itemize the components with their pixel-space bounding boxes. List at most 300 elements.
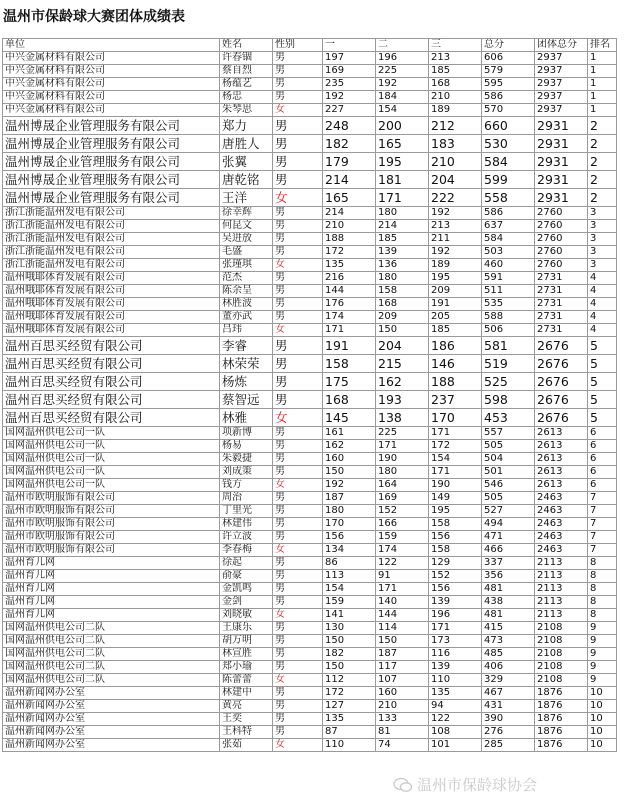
unit-cell: 国网温州供电公司一队 bbox=[3, 427, 220, 440]
name-cell: 蔡智远 bbox=[220, 391, 273, 409]
game1-cell: 87 bbox=[323, 726, 376, 739]
table-row bbox=[3, 246, 617, 259]
table-row bbox=[3, 674, 617, 687]
total-cell: 438 bbox=[482, 596, 535, 609]
results-table bbox=[2, 38, 617, 752]
gender-cell: 男 bbox=[273, 91, 323, 104]
unit-cell: 温州新闻网办公室 bbox=[3, 726, 220, 739]
game2-cell: 139 bbox=[376, 246, 429, 259]
game2-cell: 133 bbox=[376, 713, 429, 726]
table-row bbox=[3, 78, 617, 91]
gender-cell: 女 bbox=[273, 324, 323, 337]
game1-cell: 160 bbox=[323, 453, 376, 466]
table-row bbox=[3, 373, 617, 391]
unit-cell: 中兴金属材料有限公司 bbox=[3, 78, 220, 91]
gender-cell: 男 bbox=[273, 648, 323, 661]
gender-cell: 男 bbox=[273, 661, 323, 674]
name-cell: 朱琴思 bbox=[220, 104, 273, 117]
total-cell: 471 bbox=[482, 531, 535, 544]
game2-cell: 200 bbox=[376, 117, 429, 135]
game2-cell: 225 bbox=[376, 65, 429, 78]
column-header: 团体总分 bbox=[535, 39, 588, 52]
team-total-cell: 2931 bbox=[535, 153, 588, 171]
unit-cell: 国网温州供电公司一队 bbox=[3, 453, 220, 466]
game2-cell: 214 bbox=[376, 220, 429, 233]
name-cell: 唐胜人 bbox=[220, 135, 273, 153]
team-total-cell: 2931 bbox=[535, 171, 588, 189]
rank-cell: 8 bbox=[588, 596, 617, 609]
gender-cell: 男 bbox=[273, 117, 323, 135]
game2-cell: 168 bbox=[376, 298, 429, 311]
name-cell: 陈余呈 bbox=[220, 285, 273, 298]
rank-cell: 9 bbox=[588, 674, 617, 687]
gender-cell: 男 bbox=[273, 207, 323, 220]
game2-cell: 150 bbox=[376, 324, 429, 337]
gender-cell: 男 bbox=[273, 713, 323, 726]
gender-cell: 女 bbox=[273, 544, 323, 557]
rank-cell: 10 bbox=[588, 739, 617, 752]
game2-cell: 204 bbox=[376, 337, 429, 355]
game3-cell: 122 bbox=[429, 713, 482, 726]
game2-cell: 171 bbox=[376, 440, 429, 453]
game2-cell: 166 bbox=[376, 518, 429, 531]
name-cell: 林宣胜 bbox=[220, 648, 273, 661]
team-total-cell: 2613 bbox=[535, 440, 588, 453]
game1-cell: 168 bbox=[323, 391, 376, 409]
name-cell: 吕玮 bbox=[220, 324, 273, 337]
unit-cell: 中兴金属材料有限公司 bbox=[3, 65, 220, 78]
name-cell: 项新博 bbox=[220, 427, 273, 440]
gender-cell: 男 bbox=[273, 687, 323, 700]
table-row bbox=[3, 311, 617, 324]
total-cell: 598 bbox=[482, 391, 535, 409]
unit-cell: 浙江浙能温州发电有限公司 bbox=[3, 220, 220, 233]
team-total-cell: 2731 bbox=[535, 311, 588, 324]
game2-cell: 185 bbox=[376, 233, 429, 246]
name-cell: 杨忠 bbox=[220, 91, 273, 104]
gender-cell: 男 bbox=[273, 635, 323, 648]
name-cell: 王奕 bbox=[220, 713, 273, 726]
game1-cell: 169 bbox=[323, 65, 376, 78]
game2-cell: 180 bbox=[376, 272, 429, 285]
table-row bbox=[3, 153, 617, 171]
gender-cell: 男 bbox=[273, 440, 323, 453]
rank-cell: 2 bbox=[588, 189, 617, 207]
team-total-cell: 2760 bbox=[535, 246, 588, 259]
rank-cell: 6 bbox=[588, 479, 617, 492]
game2-cell: 138 bbox=[376, 409, 429, 427]
unit-cell: 中兴金属材料有限公司 bbox=[3, 52, 220, 65]
table-row bbox=[3, 661, 617, 674]
game3-cell: 183 bbox=[429, 135, 482, 153]
rank-cell: 8 bbox=[588, 557, 617, 570]
game2-cell: 117 bbox=[376, 661, 429, 674]
gender-cell: 男 bbox=[273, 135, 323, 153]
unit-cell: 温州博晟企业管理服务有限公司 bbox=[3, 189, 220, 207]
name-cell: 吴进放 bbox=[220, 233, 273, 246]
game3-cell: 191 bbox=[429, 298, 482, 311]
unit-cell: 温州博晟企业管理服务有限公司 bbox=[3, 117, 220, 135]
game3-cell: 135 bbox=[429, 687, 482, 700]
unit-cell: 温州育儿网 bbox=[3, 596, 220, 609]
total-cell: 584 bbox=[482, 153, 535, 171]
page-title: 温州市保龄球大赛团体成绩表 bbox=[3, 9, 185, 25]
game1-cell: 197 bbox=[323, 52, 376, 65]
rank-cell: 4 bbox=[588, 285, 617, 298]
gender-cell: 男 bbox=[273, 233, 323, 246]
game3-cell: 172 bbox=[429, 440, 482, 453]
table-row bbox=[3, 687, 617, 700]
game1-cell: 112 bbox=[323, 674, 376, 687]
gender-cell: 男 bbox=[273, 453, 323, 466]
rank-cell: 7 bbox=[588, 492, 617, 505]
game3-cell: 210 bbox=[429, 91, 482, 104]
table-row bbox=[3, 65, 617, 78]
unit-cell: 温州市欧明服饰有限公司 bbox=[3, 544, 220, 557]
game3-cell: 146 bbox=[429, 355, 482, 373]
game2-cell: 174 bbox=[376, 544, 429, 557]
game3-cell: 116 bbox=[429, 648, 482, 661]
total-cell: 453 bbox=[482, 409, 535, 427]
game3-cell: 139 bbox=[429, 661, 482, 674]
game1-cell: 216 bbox=[323, 272, 376, 285]
unit-cell: 温州育儿网 bbox=[3, 570, 220, 583]
game3-cell: 154 bbox=[429, 453, 482, 466]
game2-cell: 210 bbox=[376, 700, 429, 713]
table-row bbox=[3, 117, 617, 135]
game1-cell: 176 bbox=[323, 298, 376, 311]
rank-cell: 5 bbox=[588, 373, 617, 391]
rank-cell: 5 bbox=[588, 409, 617, 427]
gender-cell: 女 bbox=[273, 739, 323, 752]
game3-cell: 192 bbox=[429, 207, 482, 220]
game2-cell: 184 bbox=[376, 91, 429, 104]
game1-cell: 175 bbox=[323, 373, 376, 391]
table-row bbox=[3, 453, 617, 466]
game2-cell: 225 bbox=[376, 427, 429, 440]
table-row bbox=[3, 479, 617, 492]
total-cell: 505 bbox=[482, 492, 535, 505]
unit-cell: 国网温州供电公司二队 bbox=[3, 661, 220, 674]
unit-cell: 国网温州供电公司二队 bbox=[3, 674, 220, 687]
game3-cell: 173 bbox=[429, 635, 482, 648]
total-cell: 581 bbox=[482, 337, 535, 355]
total-cell: 285 bbox=[482, 739, 535, 752]
gender-cell: 男 bbox=[273, 391, 323, 409]
total-cell: 660 bbox=[482, 117, 535, 135]
game2-cell: 193 bbox=[376, 391, 429, 409]
gender-cell: 女 bbox=[273, 674, 323, 687]
game2-cell: 187 bbox=[376, 648, 429, 661]
gender-cell: 女 bbox=[273, 609, 323, 622]
rank-cell: 9 bbox=[588, 661, 617, 674]
gender-cell: 男 bbox=[273, 596, 323, 609]
total-cell: 557 bbox=[482, 427, 535, 440]
total-cell: 586 bbox=[482, 207, 535, 220]
game2-cell: 144 bbox=[376, 609, 429, 622]
name-cell: 李睿 bbox=[220, 337, 273, 355]
table-row bbox=[3, 233, 617, 246]
gender-cell: 男 bbox=[273, 337, 323, 355]
rank-cell: 1 bbox=[588, 65, 617, 78]
rank-cell: 10 bbox=[588, 713, 617, 726]
gender-cell: 男 bbox=[273, 557, 323, 570]
name-cell: 王康乐 bbox=[220, 622, 273, 635]
rank-cell: 10 bbox=[588, 726, 617, 739]
rank-cell: 3 bbox=[588, 246, 617, 259]
total-cell: 494 bbox=[482, 518, 535, 531]
team-total-cell: 2108 bbox=[535, 622, 588, 635]
unit-cell: 温州哦耶体育发展有限公司 bbox=[3, 311, 220, 324]
unit-cell: 温州百思买经贸有限公司 bbox=[3, 337, 220, 355]
game1-cell: 162 bbox=[323, 440, 376, 453]
game3-cell: 188 bbox=[429, 373, 482, 391]
game3-cell: 204 bbox=[429, 171, 482, 189]
table-row bbox=[3, 570, 617, 583]
game2-cell: 140 bbox=[376, 596, 429, 609]
game1-cell: 161 bbox=[323, 427, 376, 440]
game1-cell: 187 bbox=[323, 492, 376, 505]
table-row bbox=[3, 466, 617, 479]
game1-cell: 130 bbox=[323, 622, 376, 635]
total-cell: 599 bbox=[482, 171, 535, 189]
column-header: 姓名 bbox=[220, 39, 273, 52]
team-total-cell: 2760 bbox=[535, 233, 588, 246]
team-total-cell: 2463 bbox=[535, 492, 588, 505]
rank-cell: 9 bbox=[588, 648, 617, 661]
unit-cell: 温州新闻网办公室 bbox=[3, 700, 220, 713]
total-cell: 506 bbox=[482, 324, 535, 337]
name-cell: 何昆文 bbox=[220, 220, 273, 233]
game1-cell: 127 bbox=[323, 700, 376, 713]
name-cell: 林建中 bbox=[220, 687, 273, 700]
name-cell: 林胜波 bbox=[220, 298, 273, 311]
team-total-cell: 1876 bbox=[535, 700, 588, 713]
game3-cell: 213 bbox=[429, 52, 482, 65]
unit-cell: 温州哦耶体育发展有限公司 bbox=[3, 272, 220, 285]
unit-cell: 温州新闻网办公室 bbox=[3, 687, 220, 700]
total-cell: 584 bbox=[482, 233, 535, 246]
gender-cell: 男 bbox=[273, 505, 323, 518]
name-cell: 林雅 bbox=[220, 409, 273, 427]
total-cell: 558 bbox=[482, 189, 535, 207]
game3-cell: 158 bbox=[429, 544, 482, 557]
total-cell: 606 bbox=[482, 52, 535, 65]
name-cell: 俞豪 bbox=[220, 570, 273, 583]
rank-cell: 4 bbox=[588, 272, 617, 285]
table-row bbox=[3, 355, 617, 373]
name-cell: 张翼 bbox=[220, 153, 273, 171]
table-row bbox=[3, 171, 617, 189]
rank-cell: 4 bbox=[588, 298, 617, 311]
game1-cell: 191 bbox=[323, 337, 376, 355]
rank-cell: 10 bbox=[588, 687, 617, 700]
rank-cell: 2 bbox=[588, 153, 617, 171]
game2-cell: 152 bbox=[376, 505, 429, 518]
game2-cell: 81 bbox=[376, 726, 429, 739]
gender-cell: 男 bbox=[273, 570, 323, 583]
team-total-cell: 2108 bbox=[535, 661, 588, 674]
name-cell: 黄亮 bbox=[220, 700, 273, 713]
game3-cell: 186 bbox=[429, 337, 482, 355]
rank-cell: 4 bbox=[588, 311, 617, 324]
name-cell: 郑力 bbox=[220, 117, 273, 135]
game2-cell: 164 bbox=[376, 479, 429, 492]
team-total-cell: 1876 bbox=[535, 687, 588, 700]
name-cell: 许立波 bbox=[220, 531, 273, 544]
rank-cell: 2 bbox=[588, 135, 617, 153]
game2-cell: 195 bbox=[376, 153, 429, 171]
rank-cell: 7 bbox=[588, 531, 617, 544]
column-header: 性别 bbox=[273, 39, 323, 52]
name-cell: 张茹 bbox=[220, 739, 273, 752]
gender-cell: 男 bbox=[273, 246, 323, 259]
table-row bbox=[3, 557, 617, 570]
gender-cell: 女 bbox=[273, 479, 323, 492]
table-row bbox=[3, 531, 617, 544]
total-cell: 406 bbox=[482, 661, 535, 674]
name-cell: 杨蕴艺 bbox=[220, 78, 273, 91]
name-cell: 杨炼 bbox=[220, 373, 273, 391]
rank-cell: 6 bbox=[588, 453, 617, 466]
gender-cell: 男 bbox=[273, 373, 323, 391]
total-cell: 591 bbox=[482, 272, 535, 285]
gender-cell: 男 bbox=[273, 285, 323, 298]
total-cell: 595 bbox=[482, 78, 535, 91]
unit-cell: 浙江浙能温州发电有限公司 bbox=[3, 233, 220, 246]
table-row bbox=[3, 622, 617, 635]
total-cell: 588 bbox=[482, 311, 535, 324]
table-row bbox=[3, 440, 617, 453]
team-total-cell: 2676 bbox=[535, 409, 588, 427]
game1-cell: 113 bbox=[323, 570, 376, 583]
table-row bbox=[3, 544, 617, 557]
game1-cell: 188 bbox=[323, 233, 376, 246]
name-cell: 许春锢 bbox=[220, 52, 273, 65]
table-row bbox=[3, 91, 617, 104]
rank-cell: 3 bbox=[588, 220, 617, 233]
total-cell: 473 bbox=[482, 635, 535, 648]
unit-cell: 温州博晟企业管理服务有限公司 bbox=[3, 171, 220, 189]
total-cell: 519 bbox=[482, 355, 535, 373]
total-cell: 481 bbox=[482, 609, 535, 622]
team-total-cell: 2731 bbox=[535, 324, 588, 337]
game1-cell: 158 bbox=[323, 355, 376, 373]
team-total-cell: 2613 bbox=[535, 466, 588, 479]
total-cell: 329 bbox=[482, 674, 535, 687]
team-total-cell: 2676 bbox=[535, 373, 588, 391]
total-cell: 505 bbox=[482, 440, 535, 453]
game2-cell: 114 bbox=[376, 622, 429, 635]
team-total-cell: 2676 bbox=[535, 355, 588, 373]
total-cell: 527 bbox=[482, 505, 535, 518]
game3-cell: 94 bbox=[429, 700, 482, 713]
game3-cell: 192 bbox=[429, 246, 482, 259]
game3-cell: 195 bbox=[429, 272, 482, 285]
game2-cell: 107 bbox=[376, 674, 429, 687]
gender-cell: 男 bbox=[273, 220, 323, 233]
game3-cell: 190 bbox=[429, 479, 482, 492]
game2-cell: 158 bbox=[376, 285, 429, 298]
game1-cell: 227 bbox=[323, 104, 376, 117]
game1-cell: 150 bbox=[323, 466, 376, 479]
unit-cell: 温州百思买经贸有限公司 bbox=[3, 355, 220, 373]
team-total-cell: 2113 bbox=[535, 609, 588, 622]
game2-cell: 196 bbox=[376, 52, 429, 65]
team-total-cell: 2108 bbox=[535, 648, 588, 661]
game1-cell: 172 bbox=[323, 246, 376, 259]
column-header: 二 bbox=[376, 39, 429, 52]
game1-cell: 165 bbox=[323, 189, 376, 207]
game2-cell: 74 bbox=[376, 739, 429, 752]
name-cell: 徐起 bbox=[220, 557, 273, 570]
game3-cell: 149 bbox=[429, 492, 482, 505]
game1-cell: 150 bbox=[323, 661, 376, 674]
total-cell: 390 bbox=[482, 713, 535, 726]
rank-cell: 1 bbox=[588, 78, 617, 91]
game2-cell: 171 bbox=[376, 583, 429, 596]
game1-cell: 192 bbox=[323, 91, 376, 104]
name-cell: 陈蕾蕾 bbox=[220, 674, 273, 687]
gender-cell: 男 bbox=[273, 427, 323, 440]
total-cell: 535 bbox=[482, 298, 535, 311]
unit-cell: 国网温州供电公司一队 bbox=[3, 466, 220, 479]
game3-cell: 189 bbox=[429, 259, 482, 272]
unit-cell: 温州育儿网 bbox=[3, 609, 220, 622]
game1-cell: 214 bbox=[323, 171, 376, 189]
name-cell: 董亦武 bbox=[220, 311, 273, 324]
total-cell: 501 bbox=[482, 466, 535, 479]
name-cell: 毛盛 bbox=[220, 246, 273, 259]
table-row bbox=[3, 427, 617, 440]
game1-cell: 182 bbox=[323, 648, 376, 661]
unit-cell: 温州市欧明服饰有限公司 bbox=[3, 531, 220, 544]
gender-cell: 男 bbox=[273, 272, 323, 285]
game1-cell: 179 bbox=[323, 153, 376, 171]
rank-cell: 1 bbox=[588, 91, 617, 104]
unit-cell: 温州哦耶体育发展有限公司 bbox=[3, 285, 220, 298]
game1-cell: 134 bbox=[323, 544, 376, 557]
table-row bbox=[3, 409, 617, 427]
team-total-cell: 1876 bbox=[535, 726, 588, 739]
game3-cell: 237 bbox=[429, 391, 482, 409]
game3-cell: 189 bbox=[429, 104, 482, 117]
rank-cell: 8 bbox=[588, 570, 617, 583]
team-total-cell: 2113 bbox=[535, 583, 588, 596]
rank-cell: 9 bbox=[588, 635, 617, 648]
name-cell: 郑小瑜 bbox=[220, 661, 273, 674]
unit-cell: 温州哦耶体育发展有限公司 bbox=[3, 298, 220, 311]
game2-cell: 162 bbox=[376, 373, 429, 391]
team-total-cell: 2931 bbox=[535, 117, 588, 135]
gender-cell: 男 bbox=[273, 466, 323, 479]
game3-cell: 205 bbox=[429, 311, 482, 324]
unit-cell: 温州百思买经贸有限公司 bbox=[3, 373, 220, 391]
team-total-cell: 2937 bbox=[535, 91, 588, 104]
game2-cell: 154 bbox=[376, 104, 429, 117]
team-total-cell: 2676 bbox=[535, 337, 588, 355]
table-row bbox=[3, 52, 617, 65]
rank-cell: 6 bbox=[588, 440, 617, 453]
name-cell: 胡万明 bbox=[220, 635, 273, 648]
team-total-cell: 2937 bbox=[535, 52, 588, 65]
total-cell: 415 bbox=[482, 622, 535, 635]
team-total-cell: 1876 bbox=[535, 739, 588, 752]
table-row bbox=[3, 583, 617, 596]
game1-cell: 192 bbox=[323, 479, 376, 492]
name-cell: 李春梅 bbox=[220, 544, 273, 557]
table-row bbox=[3, 713, 617, 726]
